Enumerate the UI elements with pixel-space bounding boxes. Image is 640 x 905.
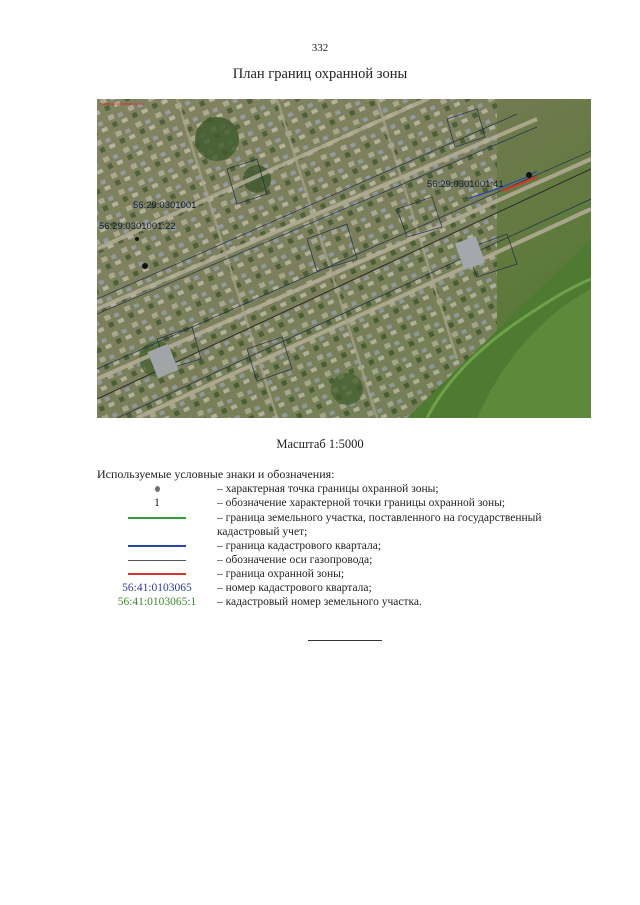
parcel-label-41: 56:29:0301001:41 — [427, 179, 504, 190]
legend-item-quarter-boundary: – граница кадастрового квартала; — [97, 539, 597, 553]
legend-item-zone-boundary: – граница охранной зоны; — [97, 567, 597, 581]
legend-item-parcel-number: 56:41:0103065:1 – кадастровый номер земельного участка. — [117, 596, 422, 608]
legend-item-point-number: 1 – обозначение характерной точки границы охранной зоны; — [154, 497, 506, 509]
parcel-label-22: 56:29:0301001:22 — [99, 221, 176, 232]
red-line-icon — [128, 573, 186, 575]
legend — [97, 482, 597, 609]
legend-header: Используемые условные знаки и обозначения: — [97, 467, 335, 481]
map-scale: Масштаб 1:5000 — [276, 437, 364, 451]
page-title: План границ охранной зоны — [232, 66, 408, 82]
parcel-number-sample: 56:41:0103065:1 — [117, 596, 197, 608]
satellite-map[interactable] — [97, 99, 591, 418]
legend-item-quarter-number: 56:41:0103065 – номер кадастрового квартала; — [122, 582, 372, 594]
point-number-symbol: 1 — [154, 497, 160, 509]
point-marker-icon — [155, 486, 160, 492]
quarter-number-sample: 56:41:0103065 — [122, 582, 192, 594]
end-divider — [308, 640, 382, 641]
cadastral-quarter-label: 56:29:0301001 — [133, 200, 197, 211]
page-number: 332 — [311, 42, 329, 54]
legend-item-point: – характерная точка границы охранной зоны; — [97, 482, 597, 496]
map-corner-caption: граница охранной зоны — [100, 101, 144, 106]
legend-item-parcel-boundary: – граница земельного участка, поставленного на государственный кадастровый учет; — [97, 511, 597, 539]
legend-item-gas-axis: – обозначение оси газопровода; — [97, 553, 597, 567]
map-image — [97, 99, 591, 418]
blue-line-icon — [128, 545, 186, 547]
gray-line-icon — [128, 560, 186, 561]
green-line-icon — [128, 517, 186, 519]
